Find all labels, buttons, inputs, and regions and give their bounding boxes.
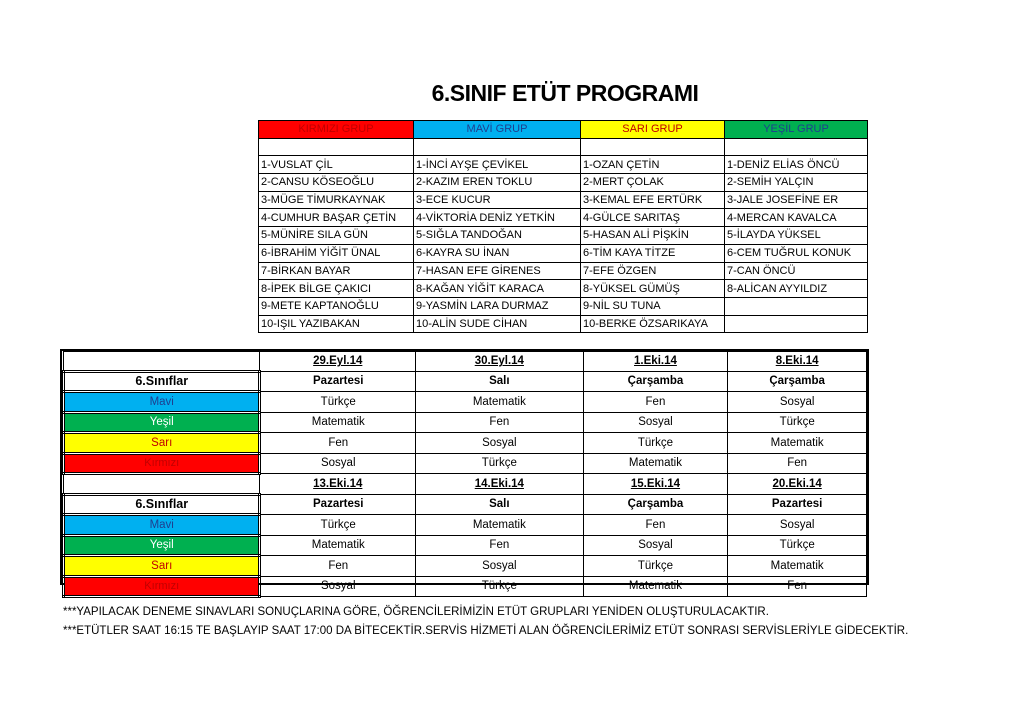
student-name-cell: 2-MERT ÇOLAK [581,174,725,192]
subject-row [64,433,867,454]
group-header-label: SARI GRUP [622,123,683,136]
day-cell: Salı [416,371,584,392]
groups-header-row [259,121,868,139]
subject-cell: Fen [728,453,867,474]
schedule-frame [60,349,869,593]
subject-cell: Fen [416,412,584,433]
date-cell: 1.Eki.14 [583,352,728,372]
student-name-cell: 1-OZAN ÇETİN [581,156,725,174]
group-label-kirmizi: Kırmızı [64,453,260,474]
subject-cell: Matematik [260,535,416,556]
day-cell: Çarşamba [583,371,728,392]
student-name-cell: 5-İLAYDA YÜKSEL [725,227,868,245]
student-name-cell: 2-SEMİH YALÇIN [725,174,868,192]
group-header-yellow [581,121,725,139]
student-name-cell: 9-YASMİN LARA DURMAZ [414,297,581,315]
groups-row [259,156,868,174]
student-name-cell: 1-VUSLAT ÇİL [259,156,414,174]
group-header-label: KIRMIZI GRUP [298,123,374,136]
subject-row [64,576,867,597]
group-label-yesil: Yeşil [64,412,260,433]
subject-cell: Matematik [416,515,584,536]
groups-row [259,315,868,333]
subject-cell: Fen [260,556,416,577]
date-row [64,474,867,495]
groups-spacer-row [259,138,868,156]
student-name-cell: 8-ALİCAN AYYILDIZ [725,280,868,298]
student-name-cell: 1-DENİZ ELİAS ÖNCÜ [725,156,868,174]
groups-row [259,244,868,262]
subject-cell: Matematik [583,453,728,474]
subject-cell: Sosyal [260,576,416,597]
class-label: 6.Sınıflar [64,494,260,515]
group-label-sari: Sarı [64,433,260,454]
student-name-cell: 9-METE KAPTANOĞLU [259,297,414,315]
subject-cell: Türkçe [728,535,867,556]
day-cell: Salı [416,494,584,515]
student-name-cell: 2-CANSU KÖSEOĞLU [259,174,414,192]
student-name-cell: 7-HASAN EFE GİRENES [414,262,581,280]
empty-cell [64,474,260,495]
student-name-cell: 4-GÜLCE SARITAŞ [581,209,725,227]
student-name-cell: 8-KAĞAN YİĞİT KARACA [414,280,581,298]
student-name-cell: 8-YÜKSEL GÜMÜŞ [581,280,725,298]
group-header-green [725,121,868,139]
group-label-mavi: Mavi [64,515,260,536]
date-row [64,352,867,372]
subject-cell: Sosyal [260,453,416,474]
day-cell: Pazartesi [260,371,416,392]
subject-row [64,535,867,556]
date-cell: 13.Eki.14 [260,474,416,495]
empty-cell [581,138,725,156]
subject-cell: Matematik [260,412,416,433]
subject-cell: Türkçe [728,412,867,433]
student-name-cell: 10-ALİN SUDE CİHAN [414,315,581,333]
subject-cell: Türkçe [583,556,728,577]
group-label-sari: Sarı [64,556,260,577]
subject-cell: Fen [416,535,584,556]
subject-cell: Sosyal [416,556,584,577]
subject-row [64,412,867,433]
subject-row [64,515,867,536]
student-name-cell: 1-İNCİ AYŞE ÇEVİKEL [414,156,581,174]
student-name-cell: 6-CEM TUĞRUL KONUK [725,244,868,262]
student-name-cell: 3-JALE JOSEFİNE ER [725,191,868,209]
student-name-cell: 5-MÜNİRE SILA GÜN [259,227,414,245]
day-cell: Pazartesi [260,494,416,515]
student-name-cell: 3-KEMAL EFE ERTÜRK [581,191,725,209]
subject-cell: Sosyal [583,412,728,433]
schedule-table [62,351,867,598]
groups-table [258,120,868,333]
subject-cell: Matematik [728,556,867,577]
subject-cell: Sosyal [728,392,867,413]
student-name-cell: 5-SIĞLA TANDOĞAN [414,227,581,245]
subject-cell: Matematik [583,576,728,597]
subject-cell: Türkçe [583,433,728,454]
subject-cell: Sosyal [728,515,867,536]
subject-row [64,392,867,413]
student-name-cell: 7-BİRKAN BAYAR [259,262,414,280]
group-header-label: YEŞİL GRUP [763,123,829,136]
group-label-yesil: Yeşil [64,535,260,556]
student-name-cell: 3-ECE KUCUR [414,191,581,209]
subject-cell: Türkçe [416,576,584,597]
groups-row [259,262,868,280]
subject-cell: Türkçe [416,453,584,474]
day-cell: Pazartesi [728,494,867,515]
empty-cell [64,352,260,372]
empty-cell [259,138,414,156]
schedule-body [64,352,867,597]
subject-cell: Fen [728,576,867,597]
group-label-kirmizi: Kırmızı [64,576,260,597]
day-cell: Çarşamba [728,371,867,392]
subject-cell: Matematik [728,433,867,454]
date-cell: 30.Eyl.14 [416,352,584,372]
student-name-cell: 6-İBRAHİM YİĞİT ÜNAL [259,244,414,262]
groups-row [259,209,868,227]
date-cell: 20.Eki.14 [728,474,867,495]
student-name-cell: 10-BERKE ÖZSARIKAYA [581,315,725,333]
student-name-cell [725,315,868,333]
student-name-cell: 9-NİL SU TUNA [581,297,725,315]
date-cell: 8.Eki.14 [728,352,867,372]
group-label-mavi: Mavi [64,392,260,413]
student-name-cell: 10-IŞIL YAZIBAKAN [259,315,414,333]
date-cell: 29.Eyl.14 [260,352,416,372]
subject-cell: Sosyal [583,535,728,556]
groups-body [259,156,868,333]
student-name-cell: 6-TİM KAYA TİTZE [581,244,725,262]
student-name-cell: 2-KAZIM EREN TOKLU [414,174,581,192]
group-header-red [259,121,414,139]
student-name-cell: 5-HASAN ALİ PİŞKİN [581,227,725,245]
student-name-cell: 3-MÜGE TİMURKAYNAK [259,191,414,209]
note-line: ***YAPILACAK DENEME SINAVLARI SONUÇLARINA GÖRE, ÖĞRENCİLERİMİZİN ETÜT GRUPLARI YENİDEN OLUŞTURULACAKTIR. [63,606,769,618]
subject-row [64,556,867,577]
note-line: ***ETÜTLER SAAT 16:15 TE BAŞLAYIP SAAT 17:00 DA BİTECEKTİR.SERVİS HİZMETİ ALAN ÖĞRENCİLERİMİZ ETÜT SONRASI SERVİSLERİYLE GİDECEKTİR. [63,625,909,637]
student-name-cell: 6-KAYRA SU İNAN [414,244,581,262]
empty-cell [414,138,581,156]
subject-cell: Türkçe [260,392,416,413]
student-name-cell: 4-MERCAN KAVALCA [725,209,868,227]
date-cell: 15.Eki.14 [583,474,728,495]
subject-cell: Matematik [416,392,584,413]
day-row [64,494,867,515]
student-name-cell: 4-CUMHUR BAŞAR ÇETİN [259,209,414,227]
group-header-blue [414,121,581,139]
notes [63,603,908,641]
day-cell: Çarşamba [583,494,728,515]
subject-row [64,453,867,474]
student-name-cell: 7-EFE ÖZGEN [581,262,725,280]
groups-row [259,280,868,298]
subject-cell: Türkçe [260,515,416,536]
subject-cell: Fen [583,392,728,413]
date-cell: 14.Eki.14 [416,474,584,495]
day-row [64,371,867,392]
groups-row [259,227,868,245]
groups-row [259,174,868,192]
subject-cell: Sosyal [416,433,584,454]
page-title: 6.SINIF ETÜT PROGRAMI [431,80,699,106]
subject-cell: Fen [260,433,416,454]
groups-row [259,297,868,315]
empty-cell [725,138,868,156]
student-name-cell: 7-CAN ÖNCÜ [725,262,868,280]
group-header-label: MAVİ GRUP [466,123,528,136]
student-name-cell: 8-İPEK BİLGE ÇAKICI [259,280,414,298]
student-name-cell: 4-VİKTORİA DENİZ YETKİN [414,209,581,227]
class-label: 6.Sınıflar [64,371,260,392]
groups-row [259,191,868,209]
student-name-cell [725,297,868,315]
subject-cell: Fen [583,515,728,536]
